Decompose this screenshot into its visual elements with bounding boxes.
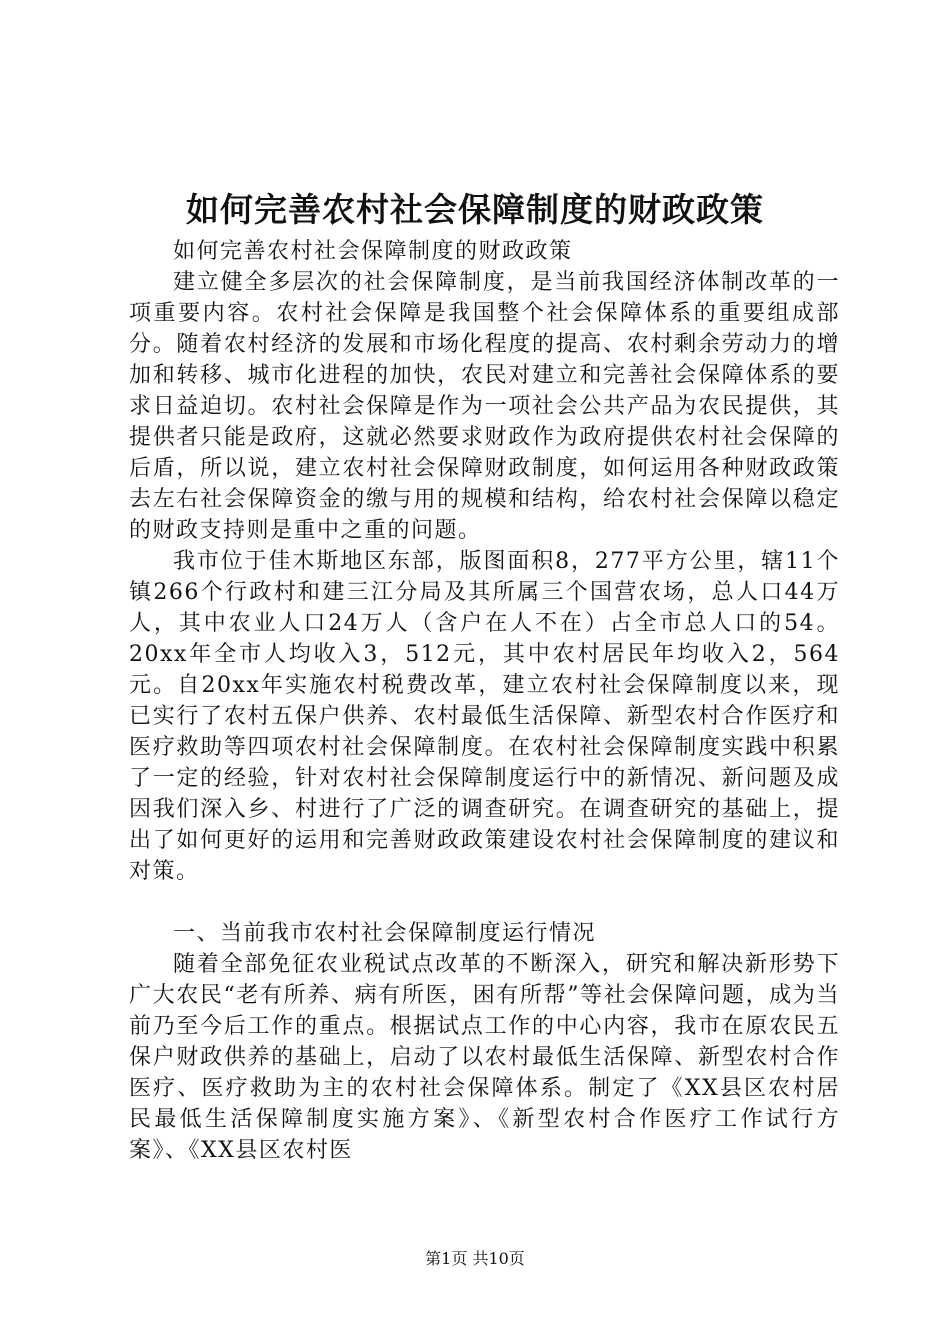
paragraph-intro: 建立健全多层次的社会保障制度，是当前我国经济体制改革的一项重要内容。农村社会保障是我国整个社会保障体系的重要组成部分。随着农村经济的发展和市场化程度的提高、农村剩余劳动力的增加和转移、城市化进程的加快，农民对建立和完善社会保障体系的要求日益迫切。农村社会保障是作为一项社会公共产品为农民提供，其提供者只能是政府，这就必然要求财政作为政府提供农村社会保障的后盾，所以说，建立农村社会保障财政制度，如何运用各种财政政策去左右社会保障资金的缴与用的规模和结构，给农村社会保障以稳定的财政支持则是重中之重的问题。 [129,270,840,543]
paragraph-section-one: 随着全部免征农业税试点改革的不断深入，研究和解决新形势下广大农民“老有所养、病有所医，困有所帮”等社会保障问题，成为当前乃至今后工作的重点。根据试点工作的中心内容，我市在原农民五保户财政供养的基础上，启动了以农村最低生活保障、新型农村合作医疗、医疗救助为主的农村社会保障体系。制定了《XX县区农村居民最低生活保障制度实施方案》、《新型农村合作医疗工作试行方案》、《XX县区农村医 [129,952,840,1163]
subtitle: 如何完善农村社会保障制度的财政政策 [173,239,573,264]
page-number-footer: 第1页 共10页 [425,1249,525,1268]
paragraph-city-overview: 我市位于佳木斯地区东部，版图面积8，277平方公里，辖11个镇266个行政村和建三江分局及其所属三个国营农场，总人口44万人，其中农业人口24万人（含户在人不在）占全市总人口的54。20xx年全市人均收入3，512元，其中农村居民年均收入2，564元。自20xx年实施农村税费改革，建立农村社会保障制度以来，现已实行了农村五保户供养、农村最低生活保障、新型农村合作医疗和医疗救助等四项农村社会保障制度。在农村社会保障制度实践中积累了一定的经验，针对农村社会保障制度运行中的新情况、新问题及成因我们深入乡、村进行了广泛的调查研究。在调查研究的基础上，提出了如何更好的运用和完善财政政策建设农村社会保障制度的建议和对策。 [129,549,840,884]
section-heading: 一、当前我市农村社会保障制度运行情况 [173,921,597,946]
document-title: 如何完善农村社会保障制度的财政政策 [186,190,764,229]
document-body [129,236,840,1166]
